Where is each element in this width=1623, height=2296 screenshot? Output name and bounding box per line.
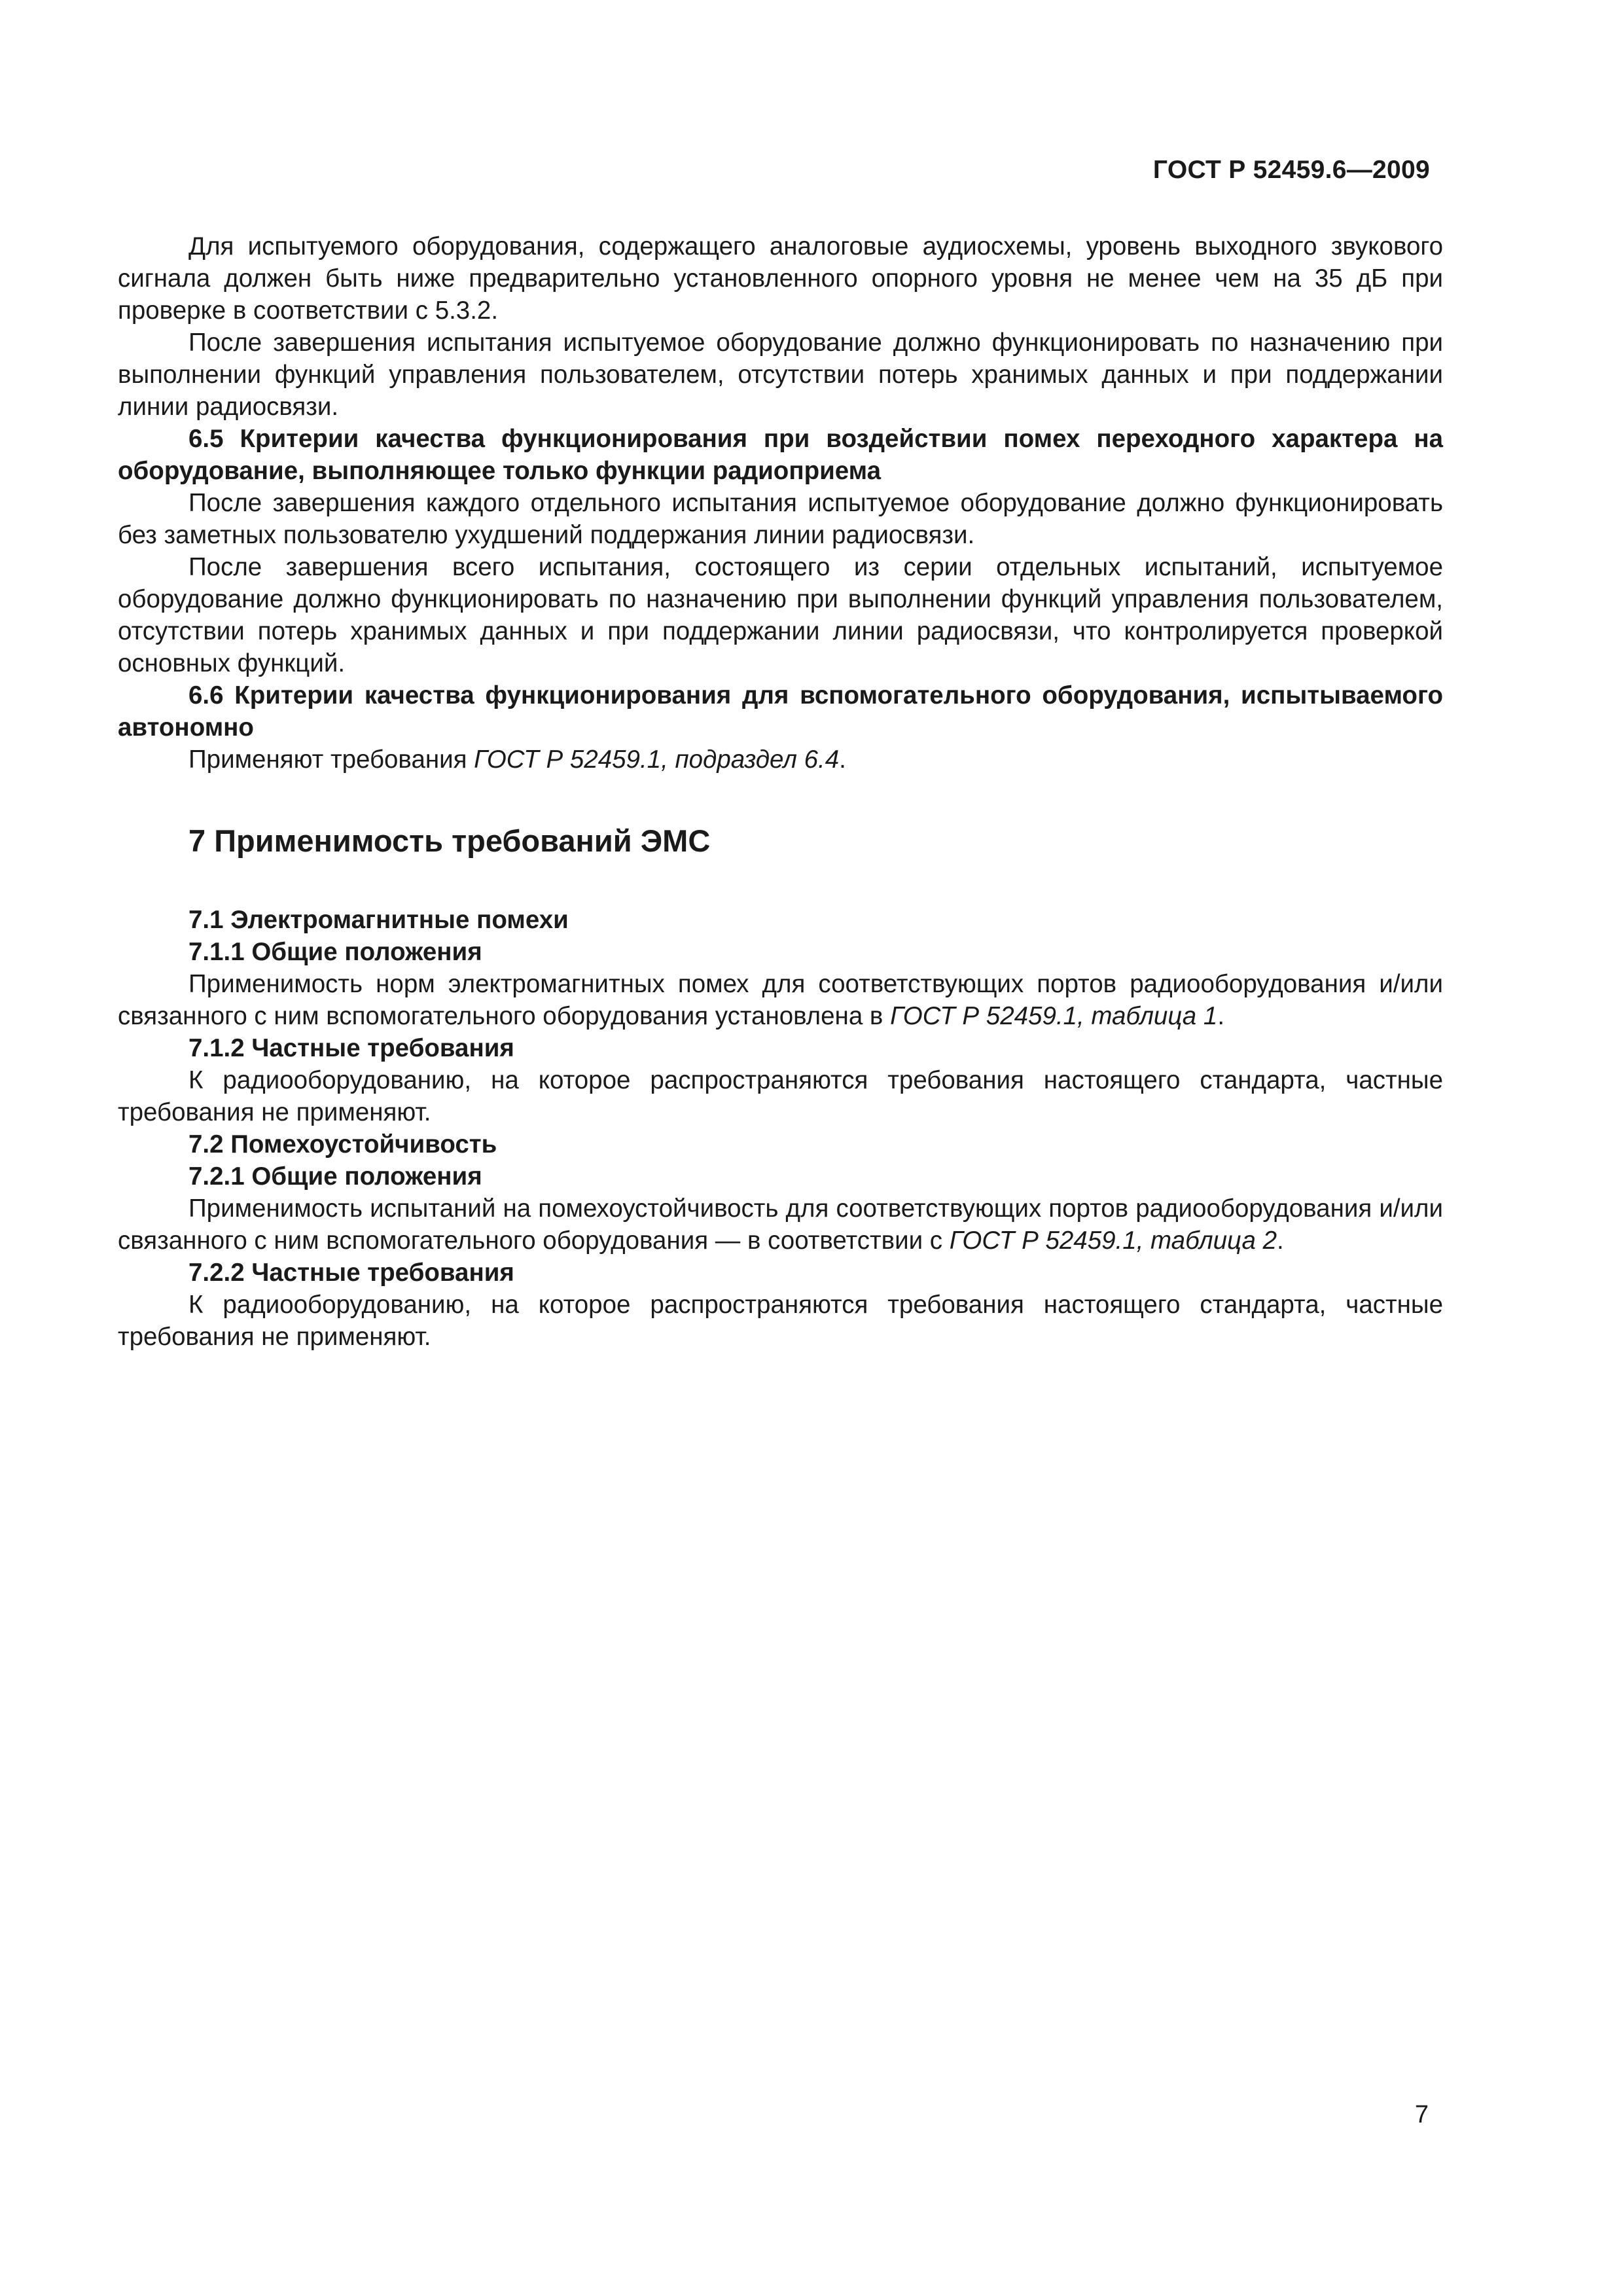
paragraph-after-test: После завершения испытания испытуемое оборудование должно функционировать по назначению при выполнении функций управления пользователем, отсутствии потерь хранимых данных и при поддержании линии радиосвязи. (118, 329, 1443, 421)
heading-7-1-2: 7.1.2 Частные требования (188, 1034, 514, 1062)
heading-7-1: 7.1 Электромагнитные помехи (188, 906, 569, 934)
heading-7-2: 7.2 Помехоустойчивость (188, 1130, 497, 1158)
paragraph-whole-test: После завершения всего испытания, состоящего из серии отдельных испытаний, испытуемое оборудование должно функционировать по назначению при выполнении функций управления пользователем, отсутствии потерь хранимых данных и при поддержании линии радиосвязи, что контролируется проверкой основных функций. (118, 553, 1443, 677)
page-number: 7 (1414, 2101, 1429, 2128)
text-suffix: . (1217, 1002, 1225, 1030)
paragraph-each-test: После завершения каждого отдельного испытания испытуемое оборудование должно функционировать без заметных пользователю ухудшений поддержания линии радиосвязи. (118, 489, 1443, 549)
document-body (118, 230, 1443, 1353)
paragraph-apply-requirements (118, 744, 1443, 776)
text-suffix: . (1277, 1227, 1284, 1255)
paragraph-analog-audio: Для испытуемого оборудования, содержащего аналоговые аудиосхемы, уровень выходного звукового сигнала должен быть ниже предварительно установленного опорного уровня не менее чем на 35 дБ при проверке в соответствии с 5.3.2. (118, 232, 1443, 325)
heading-7-2-2: 7.2.2 Частные требования (188, 1259, 514, 1287)
standard-reference: ГОСТ Р 52459.1, подраздел 6.4 (474, 745, 840, 774)
paragraph-7-2-1 (118, 1193, 1443, 1257)
text-prefix: Применимость испытаний на помехоустойчивость для соответствующих портов радиооборудования и/или связанного с ним вспомогательного оборудования — в соответствии с (118, 1194, 1443, 1255)
paragraph-7-1-2: К радиооборудованию, на которое распространяются требования настоящего стандарта, частные требования не применяют. (118, 1066, 1443, 1126)
standard-reference: ГОСТ Р 52459.1, таблица 1 (890, 1002, 1218, 1030)
text-prefix: Применяют требования (188, 745, 474, 774)
document-code-header: ГОСТ Р 52459.6—2009 (1152, 156, 1430, 184)
heading-7-2-1: 7.2.1 Общие положения (188, 1162, 482, 1191)
text-prefix: Применимость норм электромагнитных помех для соответствующих портов радиооборудования и/или связанного с ним вспомогательного оборудования установлена в (118, 970, 1443, 1030)
heading-6-5: 6.5 Критерии качества функционирования при воздействии помех переходного характера на оборудование, выполняющее только функции радиоприема (118, 425, 1443, 485)
text-suffix: . (839, 745, 846, 774)
section-7-title: 7 Применимость требований ЭМС (188, 823, 711, 858)
standard-reference: ГОСТ Р 52459.1, таблица 2 (949, 1227, 1277, 1255)
paragraph-7-2-2: К радиооборудованию, на которое распространяются требования настоящего стандарта, частные требования не применяют. (118, 1291, 1443, 1351)
paragraph-7-1-1 (118, 968, 1443, 1032)
heading-7-1-1: 7.1.1 Общие положения (188, 938, 482, 966)
heading-6-6: 6.6 Критерии качества функционирования для вспомогательного оборудования, испытываемого автономно (118, 681, 1443, 742)
